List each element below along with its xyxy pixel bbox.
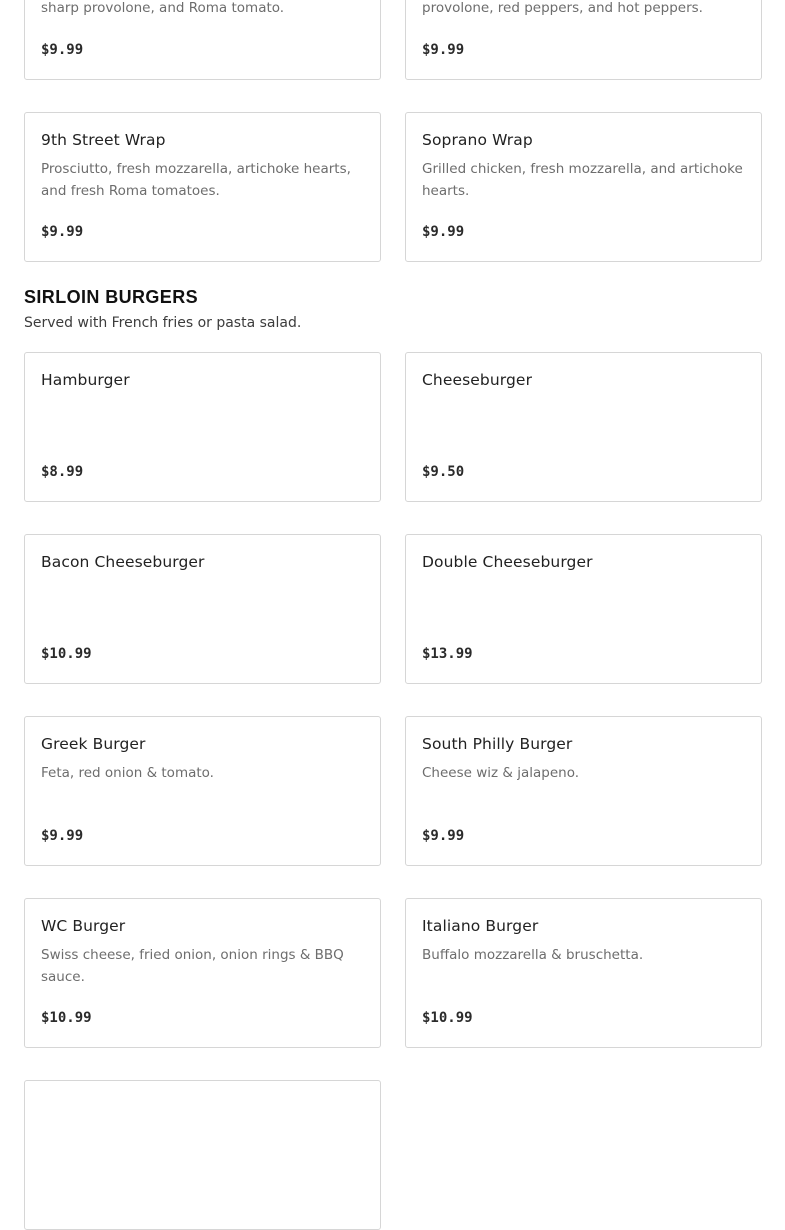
menu-item-name: Bacon Cheeseburger [41,553,205,571]
menu-item-card[interactable] [405,716,762,866]
menu-item-card[interactable] [405,352,762,502]
menu-item-price: $10.99 [422,1010,473,1026]
section-title: SIRLOIN BURGERS [24,287,199,307]
menu-item-name: Hamburger [41,371,130,389]
menu-item-description: sharp provolone, and Roma tomato. [41,0,285,16]
menu-item-price: $10.99 [41,1010,92,1026]
menu-item-name: Greek Burger [41,735,146,753]
menu-item-price: $9.99 [41,42,84,58]
menu-item-card[interactable] [24,716,381,866]
menu-item-description: Cheese wiz & jalapeno. [422,765,580,781]
menu-item-description: Feta, red onion & tomato. [41,765,214,781]
menu-item-price: $8.99 [41,464,84,480]
menu-item-card[interactable] [24,534,381,684]
menu-item-card[interactable] [24,112,381,262]
menu-item-price: $9.99 [422,224,465,240]
menu-item-price: $9.99 [41,828,84,844]
menu-item-name: 9th Street Wrap [41,131,166,149]
menu-item-name: South Philly Burger [422,735,573,753]
menu-item-card[interactable] [405,534,762,684]
menu-item-card[interactable] [405,0,762,80]
menu-item-name: Double Cheeseburger [422,553,593,571]
menu-item-description: provolone, red peppers, and hot peppers. [422,0,703,16]
menu-item-description: Grilled chicken, fresh mozzarella, and artichoke hearts. [422,161,743,199]
menu-item-name: Soprano Wrap [422,131,533,149]
menu-item-price: $9.99 [41,224,84,240]
menu-item-name: WC Burger [41,917,126,935]
menu-item-card[interactable] [24,1080,381,1230]
menu-item-card[interactable] [24,352,381,502]
menu-item-card[interactable] [405,112,762,262]
menu-item-price: $9.50 [422,464,465,480]
menu-item-name: Italiano Burger [422,917,539,935]
menu-item-name: Cheeseburger [422,371,533,389]
menu-item-description: Buffalo mozzarella & bruschetta. [422,947,644,963]
menu-item-price: $13.99 [422,646,473,662]
menu-item-price: $9.99 [422,828,465,844]
menu-item-price: $9.99 [422,42,465,58]
menu-item-description: Swiss cheese, fried onion, onion rings & BBQ sauce. [41,947,344,985]
menu-item-card[interactable] [24,898,381,1048]
menu-item-price: $10.99 [41,646,92,662]
menu-item-card[interactable] [405,898,762,1048]
menu-item-description: Prosciutto, fresh mozzarella, artichoke hearts, and fresh Roma tomatoes. [41,161,351,199]
section-subtitle: Served with French fries or pasta salad. [24,315,302,331]
menu-item-card[interactable] [24,0,381,80]
